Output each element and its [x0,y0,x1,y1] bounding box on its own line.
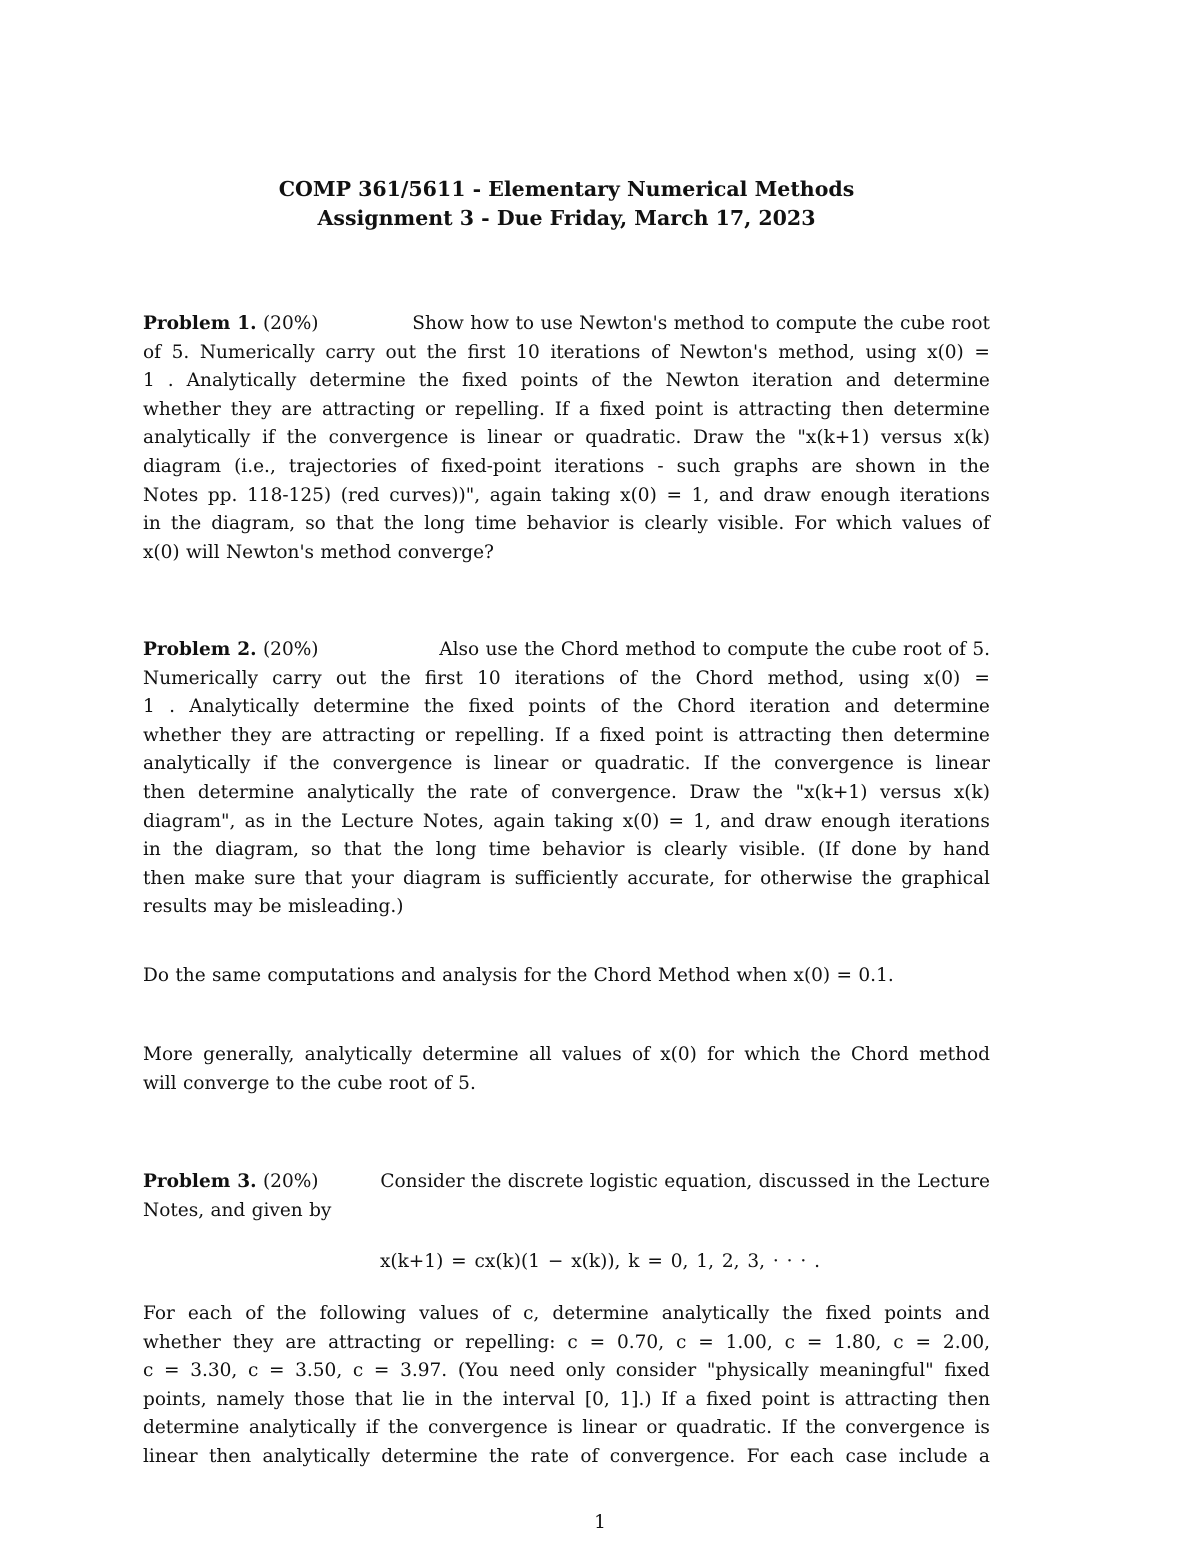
paragraph-line: of 5. Numerically carry out the first 10 iterations of Newton's method, using x(0) = [143,341,990,363]
paragraph-line: whether they are attracting or repelling: c = 0.70, c = 1.00, c = 1.80, c = 2.00, [143,1331,990,1353]
problem-3-body [143,1300,990,1472]
problem-weight: (20%) [262,639,319,660]
problem-label: Problem 1. [143,313,257,334]
paragraph-line: determine analytically if the convergence is linear or quadratic. If the convergence is [143,1417,990,1439]
problem-weight: (20%) [262,1171,319,1192]
problem-1 [143,310,990,567]
paragraph-line: whether they are attracting or repelling. If a fixed point is attracting then determine [143,398,990,420]
paragraph-line: diagram", as in the Lecture Notes, again taking x(0) = 1, and draw enough iterations [143,810,990,832]
document-title: COMP 361/5611 - Elementary Numerical Methods [278,177,855,201]
paragraph-line: diagram (i.e., trajectories of fixed-point iterations - such graphs are shown in the [143,455,990,477]
problem-2 [143,636,990,922]
page-number: 1 [594,1512,606,1533]
paragraph-line: Notes pp. 118-125) (red curves))", again taking x(0) = 1, and draw enough iterations [143,484,990,506]
paragraph-line [143,310,990,339]
problem-2-general [143,1041,990,1098]
paragraph-line: results may be misleading.) [143,896,404,918]
paragraph-line [143,1168,990,1197]
problem-label: Problem 3. [143,1171,257,1192]
paragraph-line: analytically if the convergence is linear or quadratic. If the convergence is linear [143,753,990,775]
paragraph-line: in the diagram, so that the long time behavior is clearly visible. For which values of [143,513,990,535]
paragraph-text: Show how to use Newton's method to compute the cube root [412,313,990,334]
problem-3 [143,1168,990,1225]
paragraph-line: will converge to the cube root of 5. [143,1072,476,1094]
logistic-equation: x(k+1) = cx(k)(1 − x(k)), k = 0, 1, 2, 3, · · · . [379,1251,821,1272]
paragraph-line: whether they are attracting or repelling. If a fixed point is attracting then determine [143,724,990,746]
paragraph-line: Notes, and given by [143,1199,332,1221]
paragraph-line: 1 . Analytically determine the fixed points of the Chord iteration and determine [143,696,990,718]
document-subtitle: Assignment 3 - Due Friday, March 17, 2023 [317,206,816,230]
paragraph-line: More generally, analytically determine all values of x(0) for which the Chord method [143,1044,990,1065]
paragraph-line: then make sure that your diagram is sufficiently accurate, for otherwise the graphical [143,867,990,889]
paragraph-line: c = 3.30, c = 3.50, c = 3.97. (You need only consider "physically meaningful" fixed [143,1360,990,1382]
problem-2-followup [143,962,990,991]
paragraph-line: linear then analytically determine the rate of convergence. For each case include a [143,1445,990,1467]
paragraph-line: 1 . Analytically determine the fixed points of the Newton iteration and determine [143,370,990,392]
paragraph-line: x(0) will Newton's method converge? [143,541,494,563]
paragraph-line: in the diagram, so that the long time behavior is clearly visible. (If done by hand [143,839,990,861]
paragraph-line: For each of the following values of c, determine analytically the fixed points and [143,1303,990,1324]
paragraph-text: Consider the discrete logistic equation, discussed in the Lecture [380,1171,990,1192]
paragraph-line: analytically if the convergence is linear or quadratic. Draw the "x(k+1) versus x(k) [143,427,990,449]
paragraph-line: Do the same computations and analysis for the Chord Method when x(0) = 0.1. [143,965,894,986]
paragraph-line: points, namely those that lie in the interval [0, 1].) If a fixed point is attracting then [143,1388,990,1410]
paragraph-line [143,636,990,665]
problem-weight: (20%) [262,313,319,334]
problem-label: Problem 2. [143,639,257,660]
paragraph-line: then determine analytically the rate of convergence. Draw the "x(k+1) versus x(k) [143,781,990,803]
paragraph-text: Also use the Chord method to compute the cube root of 5. [439,639,990,660]
paragraph-line: Numerically carry out the first 10 iterations of the Chord method, using x(0) = [143,667,990,689]
